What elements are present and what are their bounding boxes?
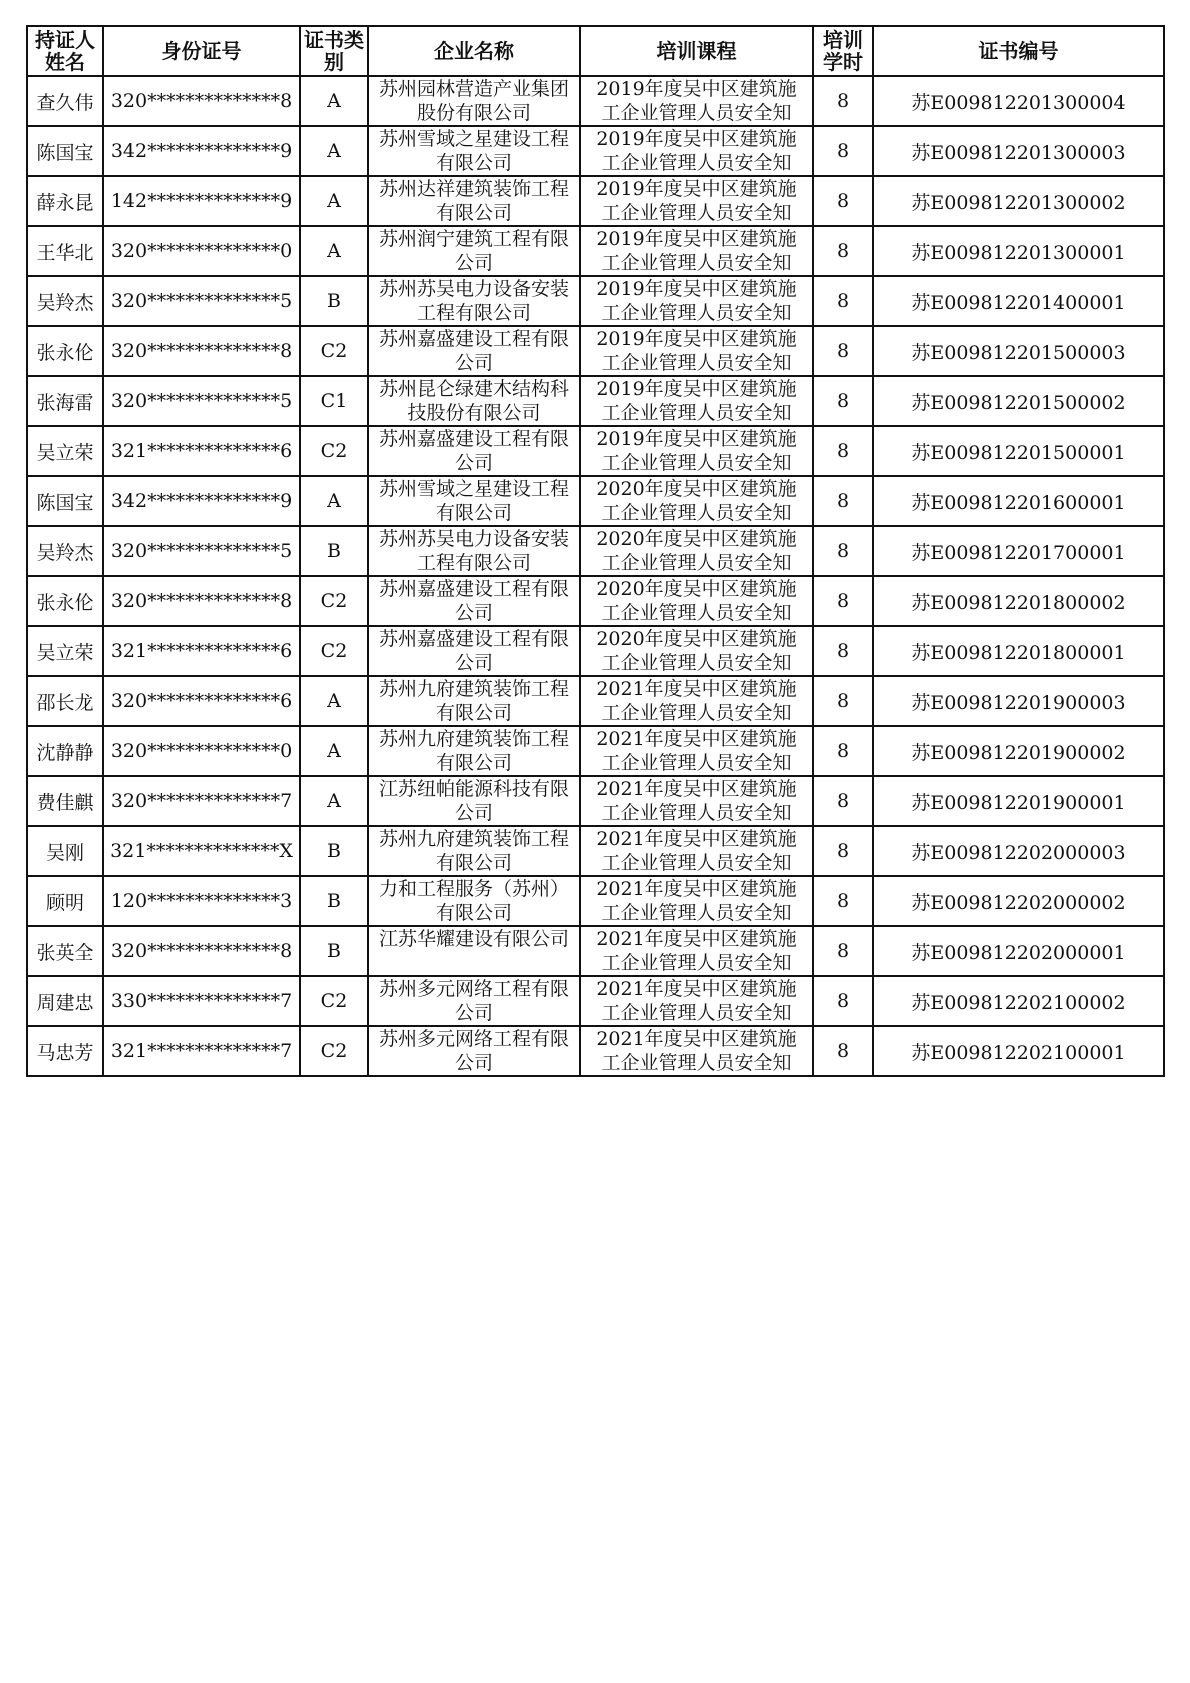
id-number-cell: 320**************6 [103, 676, 300, 726]
company-name-cell [368, 326, 580, 376]
company-name-cell-text: 苏州苏吴电力设备安装工程有限公司 [378, 528, 569, 574]
holder-name-cell: 周建忠 [27, 976, 103, 1026]
training-hours-cell: 8 [813, 376, 873, 426]
cert-category-cell: C2 [300, 976, 368, 1026]
training-course-cell-text: 2021年度吴中区建筑施工企业管理人员安全知 [596, 978, 797, 1024]
training-hours-cell: 8 [813, 176, 873, 226]
company-name-cell [368, 826, 580, 876]
id-number-cell: 142**************9 [103, 176, 300, 226]
table-row [27, 776, 1164, 826]
training-course-cell [580, 276, 813, 326]
table-row [27, 126, 1164, 176]
training-course-cell [580, 176, 813, 226]
id-number-cell: 321**************6 [103, 426, 300, 476]
training-course-cell [580, 876, 813, 926]
company-name-cell [368, 526, 580, 576]
training-course-cell [580, 426, 813, 476]
training-course-cell [580, 226, 813, 276]
company-name-cell-text: 力和工程服务（苏州）有限公司 [378, 878, 569, 924]
training-course-cell-text: 2021年度吴中区建筑施工企业管理人员安全知 [596, 778, 797, 824]
training-course-cell [580, 576, 813, 626]
training-course-cell-text: 2020年度吴中区建筑施工企业管理人员安全知 [596, 528, 797, 574]
company-name-cell-text: 苏州九府建筑装饰工程有限公司 [378, 828, 569, 874]
cert-category-cell: C1 [300, 376, 368, 426]
table-header [27, 26, 1164, 76]
cert-category-cell: C2 [300, 1026, 368, 1076]
training-course-cell-text: 2020年度吴中区建筑施工企业管理人员安全知 [596, 478, 797, 524]
training-course-cell [580, 376, 813, 426]
training-hours-cell: 8 [813, 126, 873, 176]
cert-number-cell: 苏E009812202100002 [873, 976, 1164, 1026]
cert-category-cell: B [300, 276, 368, 326]
holder-name-cell: 吴立荣 [27, 426, 103, 476]
company-name-cell-text: 苏州九府建筑装饰工程有限公司 [378, 678, 569, 724]
cert-category-cell: A [300, 676, 368, 726]
holder-name-cell: 费佳麒 [27, 776, 103, 826]
holder-name-cell: 查久伟 [27, 76, 103, 126]
training-course-cell [580, 476, 813, 526]
holder-name-cell: 陈国宝 [27, 476, 103, 526]
training-course-cell-text: 2021年度吴中区建筑施工企业管理人员安全知 [596, 1028, 797, 1074]
company-name-cell [368, 276, 580, 326]
company-name-cell-text: 苏州苏吴电力设备安装工程有限公司 [378, 278, 569, 324]
id-number-cell: 320**************8 [103, 326, 300, 376]
cert-number-cell: 苏E009812201600001 [873, 476, 1164, 526]
training-course-cell [580, 776, 813, 826]
id-number-cell: 320**************5 [103, 376, 300, 426]
cert-category-cell: A [300, 776, 368, 826]
company-name-cell [368, 176, 580, 226]
company-name-cell [368, 226, 580, 276]
id-number-cell: 320**************7 [103, 776, 300, 826]
header-cert-number: 证书编号 [873, 26, 1164, 76]
table-row [27, 426, 1164, 476]
company-name-cell [368, 976, 580, 1026]
training-hours-cell: 8 [813, 676, 873, 726]
company-name-cell [368, 426, 580, 476]
cert-number-cell: 苏E009812201400001 [873, 276, 1164, 326]
table-row [27, 1026, 1164, 1076]
training-course-cell-text: 2019年度吴中区建筑施工企业管理人员安全知 [596, 178, 797, 224]
company-name-cell-text: 苏州嘉盛建设工程有限公司 [378, 628, 569, 674]
company-name-cell-text: 苏州多元网络工程有限公司 [378, 978, 569, 1024]
header-cert-category: 证书类别 [300, 26, 368, 76]
table-row [27, 276, 1164, 326]
cert-category-cell: B [300, 526, 368, 576]
cert-number-cell: 苏E009812201900002 [873, 726, 1164, 776]
id-number-cell: 321**************6 [103, 626, 300, 676]
training-hours-cell: 8 [813, 776, 873, 826]
cert-number-cell: 苏E009812202000002 [873, 876, 1164, 926]
cert-category-cell: C2 [300, 426, 368, 476]
training-hours-cell: 8 [813, 526, 873, 576]
training-hours-cell: 8 [813, 826, 873, 876]
holder-name-cell: 薛永昆 [27, 176, 103, 226]
id-number-cell: 321**************7 [103, 1026, 300, 1076]
company-name-cell-text: 苏州嘉盛建设工程有限公司 [378, 428, 569, 474]
training-hours-cell: 8 [813, 426, 873, 476]
cert-category-cell: A [300, 126, 368, 176]
training-hours-cell: 8 [813, 576, 873, 626]
holder-name-cell: 陈国宝 [27, 126, 103, 176]
cert-category-cell: A [300, 226, 368, 276]
company-name-cell-text: 苏州雪域之星建设工程有限公司 [378, 128, 569, 174]
training-course-cell-text: 2019年度吴中区建筑施工企业管理人员安全知 [596, 128, 797, 174]
table-row [27, 476, 1164, 526]
cert-category-cell: C2 [300, 326, 368, 376]
id-number-cell: 342**************9 [103, 476, 300, 526]
table-row [27, 326, 1164, 376]
table-row [27, 876, 1164, 926]
cert-category-cell: A [300, 76, 368, 126]
header-row [27, 26, 1164, 76]
training-course-cell [580, 326, 813, 376]
training-course-cell-text: 2020年度吴中区建筑施工企业管理人员安全知 [596, 628, 797, 674]
company-name-cell [368, 776, 580, 826]
training-course-cell [580, 1026, 813, 1076]
training-hours-cell: 8 [813, 1026, 873, 1076]
cert-number-cell: 苏E009812202100001 [873, 1026, 1164, 1076]
cert-category-cell: B [300, 926, 368, 976]
training-course-cell [580, 526, 813, 576]
holder-name-cell: 顾明 [27, 876, 103, 926]
holder-name-cell: 吴羚杰 [27, 526, 103, 576]
header-company-name: 企业名称 [368, 26, 580, 76]
training-course-cell-text: 2021年度吴中区建筑施工企业管理人员安全知 [596, 728, 797, 774]
company-name-cell-text: 江苏纽帕能源科技有限公司 [378, 778, 569, 824]
training-course-cell [580, 926, 813, 976]
cert-category-cell: A [300, 176, 368, 226]
company-name-cell [368, 676, 580, 726]
table-row [27, 676, 1164, 726]
training-course-cell [580, 976, 813, 1026]
training-course-cell-text: 2021年度吴中区建筑施工企业管理人员安全知 [596, 678, 797, 724]
holder-name-cell: 吴刚 [27, 826, 103, 876]
table-row [27, 826, 1164, 876]
header-holder-name: 持证人姓名 [27, 26, 103, 76]
cert-number-cell: 苏E009812201800001 [873, 626, 1164, 676]
company-name-cell [368, 76, 580, 126]
table-row [27, 626, 1164, 676]
cert-number-cell: 苏E009812201500001 [873, 426, 1164, 476]
training-course-cell-text: 2021年度吴中区建筑施工企业管理人员安全知 [596, 878, 797, 924]
company-name-cell-text: 江苏华耀建设有限公司 [378, 928, 569, 950]
training-course-cell-text: 2019年度吴中区建筑施工企业管理人员安全知 [596, 278, 797, 324]
company-name-cell [368, 476, 580, 526]
company-name-cell-text: 苏州润宁建筑工程有限公司 [378, 228, 569, 274]
cert-number-cell: 苏E009812201500003 [873, 326, 1164, 376]
training-course-cell-text: 2021年度吴中区建筑施工企业管理人员安全知 [596, 928, 797, 974]
cert-number-cell: 苏E009812201500002 [873, 376, 1164, 426]
training-course-cell [580, 126, 813, 176]
training-course-cell-text: 2019年度吴中区建筑施工企业管理人员安全知 [596, 328, 797, 374]
training-course-cell-text: 2019年度吴中区建筑施工企业管理人员安全知 [596, 228, 797, 274]
training-hours-cell: 8 [813, 326, 873, 376]
training-course-cell [580, 626, 813, 676]
id-number-cell: 330**************7 [103, 976, 300, 1026]
table-row [27, 226, 1164, 276]
cert-number-cell: 苏E009812201300003 [873, 126, 1164, 176]
training-hours-cell: 8 [813, 76, 873, 126]
company-name-cell [368, 626, 580, 676]
company-name-cell [368, 126, 580, 176]
cert-number-cell: 苏E009812201900003 [873, 676, 1164, 726]
training-hours-cell: 8 [813, 276, 873, 326]
company-name-cell [368, 1026, 580, 1076]
company-name-cell-text: 苏州园林营造产业集团股份有限公司 [378, 78, 569, 124]
training-hours-cell: 8 [813, 626, 873, 676]
cert-category-cell: A [300, 476, 368, 526]
holder-name-cell: 沈静静 [27, 726, 103, 776]
training-hours-cell: 8 [813, 876, 873, 926]
certificate-table [26, 25, 1165, 1077]
training-course-cell [580, 76, 813, 126]
id-number-cell: 320**************8 [103, 926, 300, 976]
company-name-cell-text: 苏州昆仑绿建木结构科技股份有限公司 [378, 378, 569, 424]
holder-name-cell: 王华北 [27, 226, 103, 276]
company-name-cell-text: 苏州九府建筑装饰工程有限公司 [378, 728, 569, 774]
company-name-cell-text: 苏州雪域之星建设工程有限公司 [378, 478, 569, 524]
table-row [27, 926, 1164, 976]
table-body [27, 76, 1164, 1076]
table-row [27, 576, 1164, 626]
training-course-cell [580, 676, 813, 726]
holder-name-cell: 张永伦 [27, 326, 103, 376]
cert-number-cell: 苏E009812201300002 [873, 176, 1164, 226]
header-training-course: 培训课程 [580, 26, 813, 76]
holder-name-cell: 吴羚杰 [27, 276, 103, 326]
training-course-cell [580, 826, 813, 876]
training-course-cell-text: 2019年度吴中区建筑施工企业管理人员安全知 [596, 78, 797, 124]
company-name-cell-text: 苏州嘉盛建设工程有限公司 [378, 578, 569, 624]
holder-name-cell: 马忠芳 [27, 1026, 103, 1076]
id-number-cell: 342**************9 [103, 126, 300, 176]
training-hours-cell: 8 [813, 226, 873, 276]
cert-number-cell: 苏E009812201700001 [873, 526, 1164, 576]
table-row [27, 376, 1164, 426]
cert-category-cell: C2 [300, 576, 368, 626]
holder-name-cell: 张英全 [27, 926, 103, 976]
cert-number-cell: 苏E009812201300001 [873, 226, 1164, 276]
id-number-cell: 120**************3 [103, 876, 300, 926]
training-course-cell-text: 2019年度吴中区建筑施工企业管理人员安全知 [596, 378, 797, 424]
cert-category-cell: A [300, 726, 368, 776]
cert-number-cell: 苏E009812201900001 [873, 776, 1164, 826]
company-name-cell [368, 926, 580, 976]
training-course-cell-text: 2021年度吴中区建筑施工企业管理人员安全知 [596, 828, 797, 874]
id-number-cell: 320**************5 [103, 276, 300, 326]
id-number-cell: 320**************5 [103, 526, 300, 576]
company-name-cell-text: 苏州多元网络工程有限公司 [378, 1028, 569, 1074]
id-number-cell: 320**************0 [103, 726, 300, 776]
training-hours-cell: 8 [813, 926, 873, 976]
training-hours-cell: 8 [813, 726, 873, 776]
training-course-cell [580, 726, 813, 776]
training-course-cell-text: 2020年度吴中区建筑施工企业管理人员安全知 [596, 578, 797, 624]
company-name-cell [368, 376, 580, 426]
id-number-cell: 321**************X [103, 826, 300, 876]
header-training-hours: 培训学时 [813, 26, 873, 76]
cert-number-cell: 苏E009812201800002 [873, 576, 1164, 626]
holder-name-cell: 张海雷 [27, 376, 103, 426]
table-row [27, 176, 1164, 226]
cert-number-cell: 苏E009812202000001 [873, 926, 1164, 976]
company-name-cell-text: 苏州达祥建筑装饰工程有限公司 [378, 178, 569, 224]
company-name-cell [368, 876, 580, 926]
holder-name-cell: 邵长龙 [27, 676, 103, 726]
company-name-cell [368, 576, 580, 626]
table-row [27, 526, 1164, 576]
table-row [27, 976, 1164, 1026]
holder-name-cell: 吴立荣 [27, 626, 103, 676]
company-name-cell-text: 苏州嘉盛建设工程有限公司 [378, 328, 569, 374]
cert-number-cell: 苏E009812202000003 [873, 826, 1164, 876]
id-number-cell: 320**************8 [103, 576, 300, 626]
cert-category-cell: B [300, 876, 368, 926]
table-row [27, 726, 1164, 776]
cert-category-cell: C2 [300, 626, 368, 676]
id-number-cell: 320**************0 [103, 226, 300, 276]
cert-category-cell: B [300, 826, 368, 876]
training-hours-cell: 8 [813, 976, 873, 1026]
training-course-cell-text: 2019年度吴中区建筑施工企业管理人员安全知 [596, 428, 797, 474]
company-name-cell [368, 726, 580, 776]
header-id-number: 身份证号 [103, 26, 300, 76]
id-number-cell: 320**************8 [103, 76, 300, 126]
cert-number-cell: 苏E009812201300004 [873, 76, 1164, 126]
holder-name-cell: 张永伦 [27, 576, 103, 626]
table-row [27, 76, 1164, 126]
training-hours-cell: 8 [813, 476, 873, 526]
